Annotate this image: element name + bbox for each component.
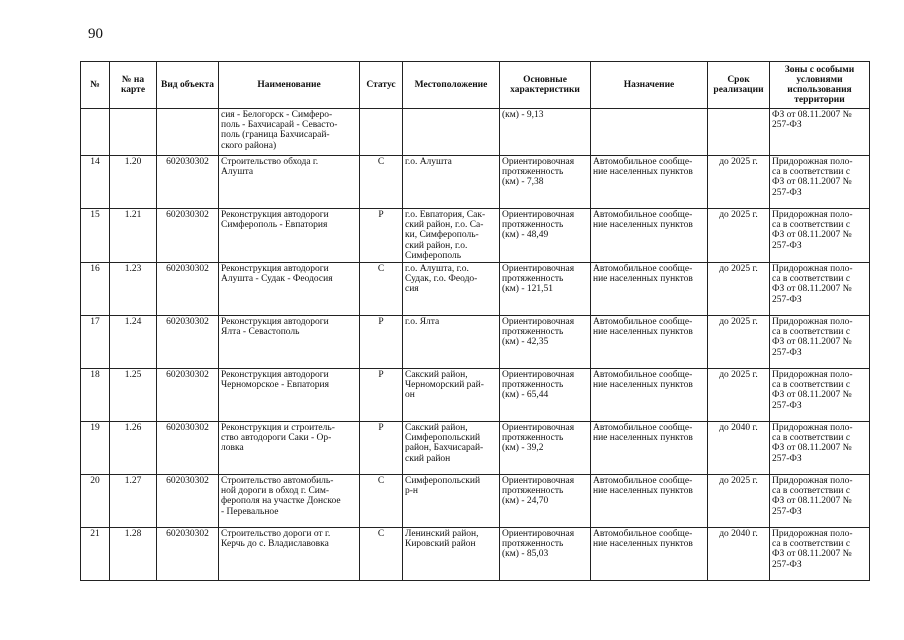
cell-location: Сакский район, Черноморский рай- он xyxy=(403,369,500,422)
header-zones: Зоны с особыми условиями использования территории xyxy=(770,62,870,109)
cell-purpose: Автомобильное сообще- ние населенных пунктов xyxy=(591,316,708,369)
cell-num: 20 xyxy=(81,475,110,528)
cell-map: 1.21 xyxy=(110,209,157,263)
cell-type: 602030302 xyxy=(157,422,219,475)
header-num: № xyxy=(81,62,110,109)
table-row-continuation xyxy=(81,109,870,156)
cell-zones: ФЗ от 08.11.2007 № 257-ФЗ xyxy=(770,109,870,156)
cell-num: 18 xyxy=(81,369,110,422)
cell-type: 602030302 xyxy=(157,263,219,316)
cell-name: Реконструкция автодороги Черноморское - Евпатория xyxy=(219,369,360,422)
cell-location: г.о. Ялта xyxy=(403,316,500,369)
cell-purpose: Автомобильное сообще- ние населенных пунктов xyxy=(591,263,708,316)
cell-zones: Придорожная поло- са в соответствии с ФЗ от 08.11.2007 № 257-ФЗ xyxy=(770,209,870,263)
cell-type: 602030302 xyxy=(157,156,219,209)
cell-status: С xyxy=(360,263,403,316)
cell-purpose: Автомобильное сообще- ние населенных пунктов xyxy=(591,209,708,263)
cell-location: г.о. Евпатория, Сак- ский район, г.о. Са- ки, Симферополь- ский район, г.о. Симферополь xyxy=(403,209,500,263)
cell-location: Сакский район, Симферопольский район, Бахчисарай- ский район xyxy=(403,422,500,475)
header-term: Срок реализации xyxy=(708,62,770,109)
header-characteristics: Основные характеристики xyxy=(500,62,591,109)
cell-num: 15 xyxy=(81,209,110,263)
cell-characteristics: Ориентировочная протяженность (км) - 7,38 xyxy=(500,156,591,209)
header-map-num: № на карте xyxy=(110,62,157,109)
cell-name: Реконструкция автодороги Алушта - Судак - Феодосия xyxy=(219,263,360,316)
cell-characteristics: Ориентировочная протяженность (км) - 85,03 xyxy=(500,528,591,581)
cell-map: 1.28 xyxy=(110,528,157,581)
cell-zones: Придорожная поло- са в соответствии с ФЗ от 08.11.2007 № 257-ФЗ xyxy=(770,528,870,581)
cell-status xyxy=(360,109,403,156)
objects-table xyxy=(80,61,870,581)
header-status: Статус xyxy=(360,62,403,109)
cell-map: 1.24 xyxy=(110,316,157,369)
cell-characteristics: Ориентировочная протяженность (км) - 65,44 xyxy=(500,369,591,422)
cell-zones: Придорожная поло- са в соответствии с ФЗ от 08.11.2007 № 257-ФЗ xyxy=(770,263,870,316)
table-row xyxy=(81,422,870,475)
table-row xyxy=(81,156,870,209)
table-row xyxy=(81,316,870,369)
cell-zones: Придорожная поло- са в соответствии с ФЗ от 08.11.2007 № 257-ФЗ xyxy=(770,369,870,422)
cell-characteristics: (км) - 9,13 xyxy=(500,109,591,156)
cell-name: Строительство автомобиль- ной дороги в обход г. Сим- ферополя на участке Донское - Перевальное xyxy=(219,475,360,528)
cell-status: С xyxy=(360,156,403,209)
cell-term xyxy=(708,109,770,156)
cell-map: 1.26 xyxy=(110,422,157,475)
cell-status: Р xyxy=(360,369,403,422)
header-location: Местоположение xyxy=(403,62,500,109)
cell-name: Строительство обхода г. Алушта xyxy=(219,156,360,209)
cell-map: 1.25 xyxy=(110,369,157,422)
cell-term: до 2025 г. xyxy=(708,156,770,209)
table-header-row xyxy=(81,62,870,109)
cell-num: 17 xyxy=(81,316,110,369)
cell-name: Строительство дороги от г. Керчь до с. Владиславовка xyxy=(219,528,360,581)
cell-type: 602030302 xyxy=(157,369,219,422)
table-row xyxy=(81,369,870,422)
cell-zones: Придорожная поло- са в соответствии с ФЗ от 08.11.2007 № 257-ФЗ xyxy=(770,156,870,209)
cell-purpose: Автомобильное сообще- ние населенных пунктов xyxy=(591,528,708,581)
cell-term: до 2040 г. xyxy=(708,528,770,581)
cell-characteristics: Ориентировочная протяженность (км) - 48,49 xyxy=(500,209,591,263)
cell-purpose: Автомобильное сообще- ние населенных пунктов xyxy=(591,475,708,528)
cell-type: 602030302 xyxy=(157,528,219,581)
cell-num: 16 xyxy=(81,263,110,316)
cell-term: до 2025 г. xyxy=(708,263,770,316)
cell-characteristics: Ориентировочная протяженность (км) - 24,70 xyxy=(500,475,591,528)
cell-name: сия - Белогорск - Симферо- поль - Бахчисарай - Севасто- поль (граница Бахчисарай- ского района) xyxy=(219,109,360,156)
cell-characteristics: Ориентировочная протяженность (км) - 121,51 xyxy=(500,263,591,316)
cell-status: С xyxy=(360,528,403,581)
cell-zones: Придорожная поло- са в соответствии с ФЗ от 08.11.2007 № 257-ФЗ xyxy=(770,475,870,528)
cell-map: 1.23 xyxy=(110,263,157,316)
table-row xyxy=(81,528,870,581)
table-row xyxy=(81,263,870,316)
cell-status: Р xyxy=(360,422,403,475)
cell-term: до 2025 г. xyxy=(708,369,770,422)
cell-map xyxy=(110,109,157,156)
header-object-type: Вид объекта xyxy=(157,62,219,109)
cell-num xyxy=(81,109,110,156)
cell-purpose: Автомобильное сообще- ние населенных пунктов xyxy=(591,369,708,422)
header-purpose: Назначение xyxy=(591,62,708,109)
cell-map: 1.20 xyxy=(110,156,157,209)
header-name: Наименование xyxy=(219,62,360,109)
cell-num: 21 xyxy=(81,528,110,581)
cell-name: Реконструкция автодороги Симферополь - Евпатория xyxy=(219,209,360,263)
cell-zones: Придорожная поло- са в соответствии с ФЗ от 08.11.2007 № 257-ФЗ xyxy=(770,422,870,475)
cell-type: 602030302 xyxy=(157,316,219,369)
cell-location: Ленинский район, Кировский район xyxy=(403,528,500,581)
cell-zones: Придорожная поло- са в соответствии с ФЗ от 08.11.2007 № 257-ФЗ xyxy=(770,316,870,369)
cell-type xyxy=(157,109,219,156)
cell-term: до 2025 г. xyxy=(708,316,770,369)
cell-purpose: Автомобильное сообще- ние населенных пунктов xyxy=(591,422,708,475)
cell-map: 1.27 xyxy=(110,475,157,528)
cell-type: 602030302 xyxy=(157,209,219,263)
cell-type: 602030302 xyxy=(157,475,219,528)
cell-term: до 2025 г. xyxy=(708,475,770,528)
cell-name: Реконструкция автодороги Ялта - Севастополь xyxy=(219,316,360,369)
cell-term: до 2040 г. xyxy=(708,422,770,475)
cell-purpose: Автомобильное сообще- ние населенных пунктов xyxy=(591,156,708,209)
table-row xyxy=(81,209,870,263)
cell-characteristics: Ориентировочная протяженность (км) - 39,2 xyxy=(500,422,591,475)
cell-num: 19 xyxy=(81,422,110,475)
cell-term: до 2025 г. xyxy=(708,209,770,263)
cell-status: Р xyxy=(360,209,403,263)
cell-location xyxy=(403,109,500,156)
table-row xyxy=(81,475,870,528)
page-number: 90 xyxy=(88,26,103,42)
cell-location: Симферопольский р-н xyxy=(403,475,500,528)
cell-num: 14 xyxy=(81,156,110,209)
cell-status: С xyxy=(360,475,403,528)
cell-purpose xyxy=(591,109,708,156)
cell-characteristics: Ориентировочная протяженность (км) - 42,35 xyxy=(500,316,591,369)
cell-status: Р xyxy=(360,316,403,369)
cell-location: г.о. Алушта, г.о. Судак, г.о. Феодо- сия xyxy=(403,263,500,316)
cell-name: Реконструкция и строитель- ство автодороги Саки - Ор- ловка xyxy=(219,422,360,475)
cell-location: г.о. Алушта xyxy=(403,156,500,209)
